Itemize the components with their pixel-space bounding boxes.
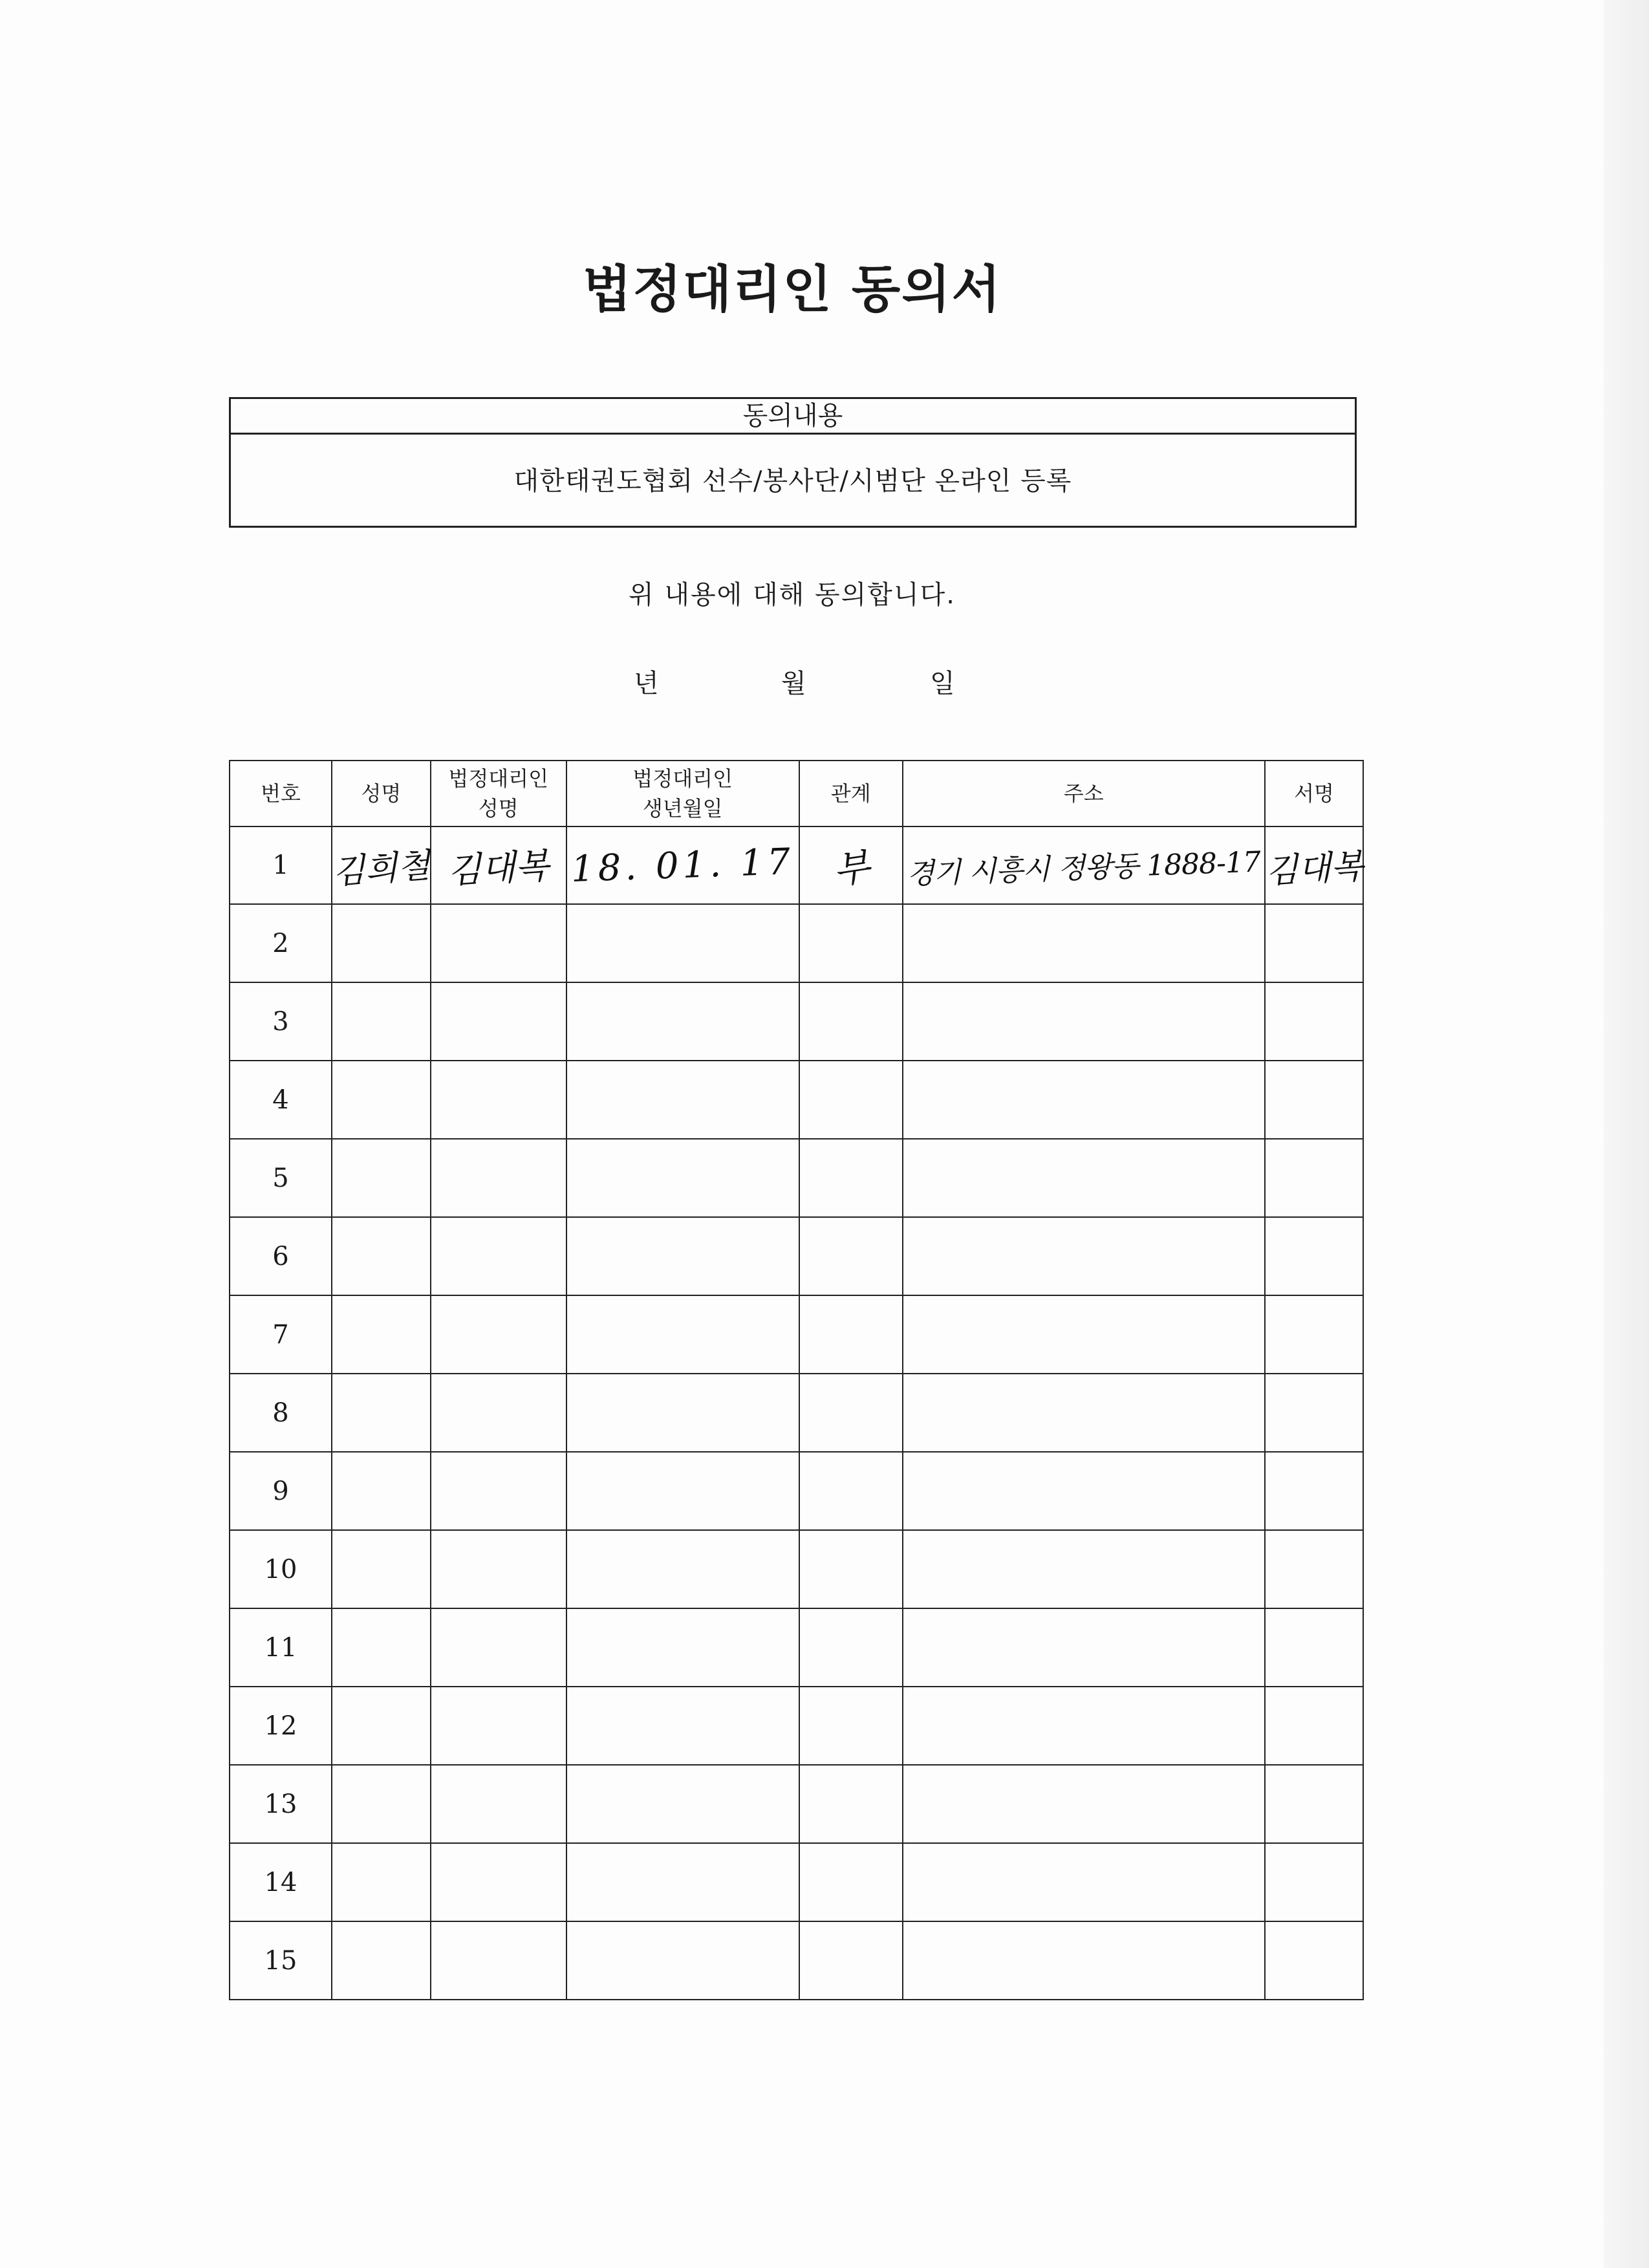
cell-rep-name (431, 1295, 566, 1374)
signature-table (229, 760, 1364, 2000)
document-title: 법정대리인 동의서 (583, 261, 1002, 319)
cell-address (903, 1843, 1265, 1921)
table-row (230, 1687, 1363, 1765)
cell-no-text: 14 (264, 1867, 297, 1897)
cell-no-text: 7 (272, 1319, 289, 1350)
cell-address (903, 904, 1265, 982)
cell-rep-dob (566, 1843, 799, 1921)
cell-rep-name-text: 김대복 (447, 845, 550, 891)
header-signature: 서명 (1265, 761, 1364, 826)
cell-rep-name (431, 1452, 566, 1530)
cell-signature (1265, 1608, 1364, 1687)
table-row (230, 1295, 1363, 1374)
header-name: 성명 (332, 761, 431, 826)
consent-header: 동의내용 (231, 399, 1355, 435)
date-day-label: 일 (930, 669, 955, 698)
header-rep-name (431, 761, 566, 826)
cell-relation (799, 1217, 903, 1295)
cell-no (230, 1765, 332, 1843)
cell-no-text: 5 (272, 1163, 289, 1193)
cell-rep-name (431, 1217, 566, 1295)
header-rep-name-line2: 성명 (478, 796, 519, 821)
header-rep-dob-line1: 법정대리인 (632, 766, 733, 791)
table-header-row (230, 761, 1363, 826)
cell-no (230, 1921, 332, 2000)
cell-relation (799, 1452, 903, 1530)
cell-no-text: 4 (272, 1085, 289, 1115)
cell-relation (799, 982, 903, 1061)
cell-rep-dob (566, 1061, 799, 1139)
cell-signature (1265, 1765, 1364, 1843)
cell-no (230, 1139, 332, 1217)
cell-signature (1265, 904, 1364, 982)
cell-rep-dob (566, 1217, 799, 1295)
cell-address (903, 982, 1265, 1061)
cell-name (332, 826, 431, 904)
cell-no (230, 1530, 332, 1608)
cell-relation (799, 1921, 903, 2000)
cell-rep-dob (566, 1608, 799, 1687)
cell-no-text: 10 (264, 1554, 297, 1584)
cell-rep-name (431, 1687, 566, 1765)
table-row (230, 1765, 1363, 1843)
cell-relation (799, 1061, 903, 1139)
cell-no (230, 1687, 332, 1765)
cell-name (332, 1921, 431, 2000)
cell-relation (799, 1139, 903, 1217)
cell-relation (799, 826, 903, 904)
cell-rep-dob (566, 1687, 799, 1765)
cell-signature (1265, 1530, 1364, 1608)
cell-relation (799, 1530, 903, 1608)
table-row (230, 904, 1363, 982)
cell-rep-dob (566, 826, 799, 904)
table-row (230, 826, 1363, 904)
cell-no (230, 1295, 332, 1374)
cell-name (332, 1217, 431, 1295)
table-row (230, 1530, 1363, 1608)
cell-name (332, 1452, 431, 1530)
cell-no (230, 1452, 332, 1530)
cell-rep-name (431, 1139, 566, 1217)
cell-no-text: 9 (272, 1476, 289, 1506)
cell-rep-name (431, 1530, 566, 1608)
cell-name (332, 1687, 431, 1765)
cell-no-text: 11 (264, 1632, 297, 1663)
cell-rep-dob (566, 1139, 799, 1217)
cell-relation-text: 부 (830, 844, 872, 893)
cell-name-text: 김희철 (331, 846, 431, 892)
cell-address (903, 1765, 1265, 1843)
cell-name (332, 982, 431, 1061)
cell-name (332, 1530, 431, 1608)
cell-no (230, 826, 332, 904)
cell-signature (1265, 1295, 1364, 1374)
cell-no-text: 3 (272, 1006, 289, 1037)
cell-address (903, 1217, 1265, 1295)
scan-edge (1604, 0, 1649, 2268)
cell-rep-dob-text: 18. 01. 17 (570, 840, 795, 891)
cell-address (903, 1921, 1265, 2000)
cell-address (903, 1374, 1265, 1452)
cell-rep-dob (566, 1374, 799, 1452)
cell-rep-dob (566, 1765, 799, 1843)
header-rep-dob-line2: 생년월일 (642, 796, 723, 821)
cell-relation (799, 1687, 903, 1765)
table-row (230, 1452, 1363, 1530)
cell-signature (1265, 1374, 1364, 1452)
cell-signature (1265, 982, 1364, 1061)
cell-address (903, 1061, 1265, 1139)
agree-statement: 위 내용에 대해 동의합니다. (629, 580, 956, 610)
cell-rep-name (431, 1765, 566, 1843)
consent-box (229, 397, 1357, 528)
header-address: 주소 (903, 761, 1265, 826)
cell-relation (799, 1374, 903, 1452)
cell-relation (799, 1765, 903, 1843)
cell-name (332, 1374, 431, 1452)
cell-no (230, 982, 332, 1061)
cell-rep-name (431, 826, 566, 904)
table-body (230, 826, 1363, 2000)
cell-relation (799, 1843, 903, 1921)
date-month-label: 월 (781, 669, 806, 698)
cell-address (903, 826, 1265, 904)
cell-address (903, 1608, 1265, 1687)
cell-rep-dob (566, 1295, 799, 1374)
cell-signature (1265, 1687, 1364, 1765)
cell-name (332, 1608, 431, 1687)
cell-address (903, 1530, 1265, 1608)
cell-name (332, 1765, 431, 1843)
cell-rep-name (431, 1921, 566, 2000)
cell-address (903, 1139, 1265, 1217)
cell-address-text: 경기 시흥시 정왕동 1888-17 (906, 845, 1261, 891)
cell-signature (1265, 1139, 1364, 1217)
table-row (230, 1374, 1363, 1452)
cell-rep-dob (566, 1452, 799, 1530)
cell-name (332, 1061, 431, 1139)
cell-signature (1265, 1452, 1364, 1530)
cell-rep-name (431, 904, 566, 982)
cell-no (230, 1374, 332, 1452)
cell-no-text: 6 (272, 1241, 289, 1271)
date-year-label: 년 (634, 669, 659, 698)
table-row (230, 1921, 1363, 2000)
cell-relation (799, 1295, 903, 1374)
cell-signature (1265, 1921, 1364, 2000)
cell-rep-dob (566, 904, 799, 982)
cell-rep-name (431, 982, 566, 1061)
cell-name (332, 1843, 431, 1921)
cell-relation (799, 1608, 903, 1687)
cell-signature-text: 김대복 (1264, 847, 1364, 891)
cell-signature (1265, 826, 1364, 904)
header-rep-name-line1: 법정대리인 (448, 766, 548, 791)
header-relation: 관계 (799, 761, 903, 826)
cell-relation (799, 904, 903, 982)
cell-rep-dob (566, 1921, 799, 2000)
cell-name (332, 1139, 431, 1217)
cell-rep-name (431, 1374, 566, 1452)
cell-no (230, 1608, 332, 1687)
table-row (230, 1139, 1363, 1217)
cell-address (903, 1295, 1265, 1374)
cell-no (230, 904, 332, 982)
cell-no-text: 1 (272, 850, 289, 880)
cell-signature (1265, 1843, 1364, 1921)
cell-no-text: 8 (272, 1398, 289, 1428)
cell-rep-name (431, 1061, 566, 1139)
cell-no-text: 2 (272, 928, 289, 958)
header-no: 번호 (230, 761, 332, 826)
table-row (230, 1061, 1363, 1139)
table-row (230, 1843, 1363, 1921)
cell-no-text: 13 (264, 1789, 297, 1819)
cell-rep-name (431, 1608, 566, 1687)
cell-name (332, 1295, 431, 1374)
cell-no (230, 1061, 332, 1139)
cell-no-text: 12 (264, 1711, 297, 1741)
cell-rep-dob (566, 982, 799, 1061)
cell-no (230, 1217, 332, 1295)
cell-signature (1265, 1061, 1364, 1139)
cell-no-text: 15 (264, 1945, 297, 1976)
cell-no (230, 1843, 332, 1921)
table-row (230, 1608, 1363, 1687)
cell-signature (1265, 1217, 1364, 1295)
cell-rep-name (431, 1843, 566, 1921)
consent-body: 대한태권도협회 선수/봉사단/시범단 온라인 등록 (513, 466, 1072, 496)
table-row (230, 1217, 1363, 1295)
header-rep-dob (566, 761, 799, 826)
cell-rep-dob (566, 1530, 799, 1608)
cell-name (332, 904, 431, 982)
cell-address (903, 1687, 1265, 1765)
table-row (230, 982, 1363, 1061)
cell-address (903, 1452, 1265, 1530)
